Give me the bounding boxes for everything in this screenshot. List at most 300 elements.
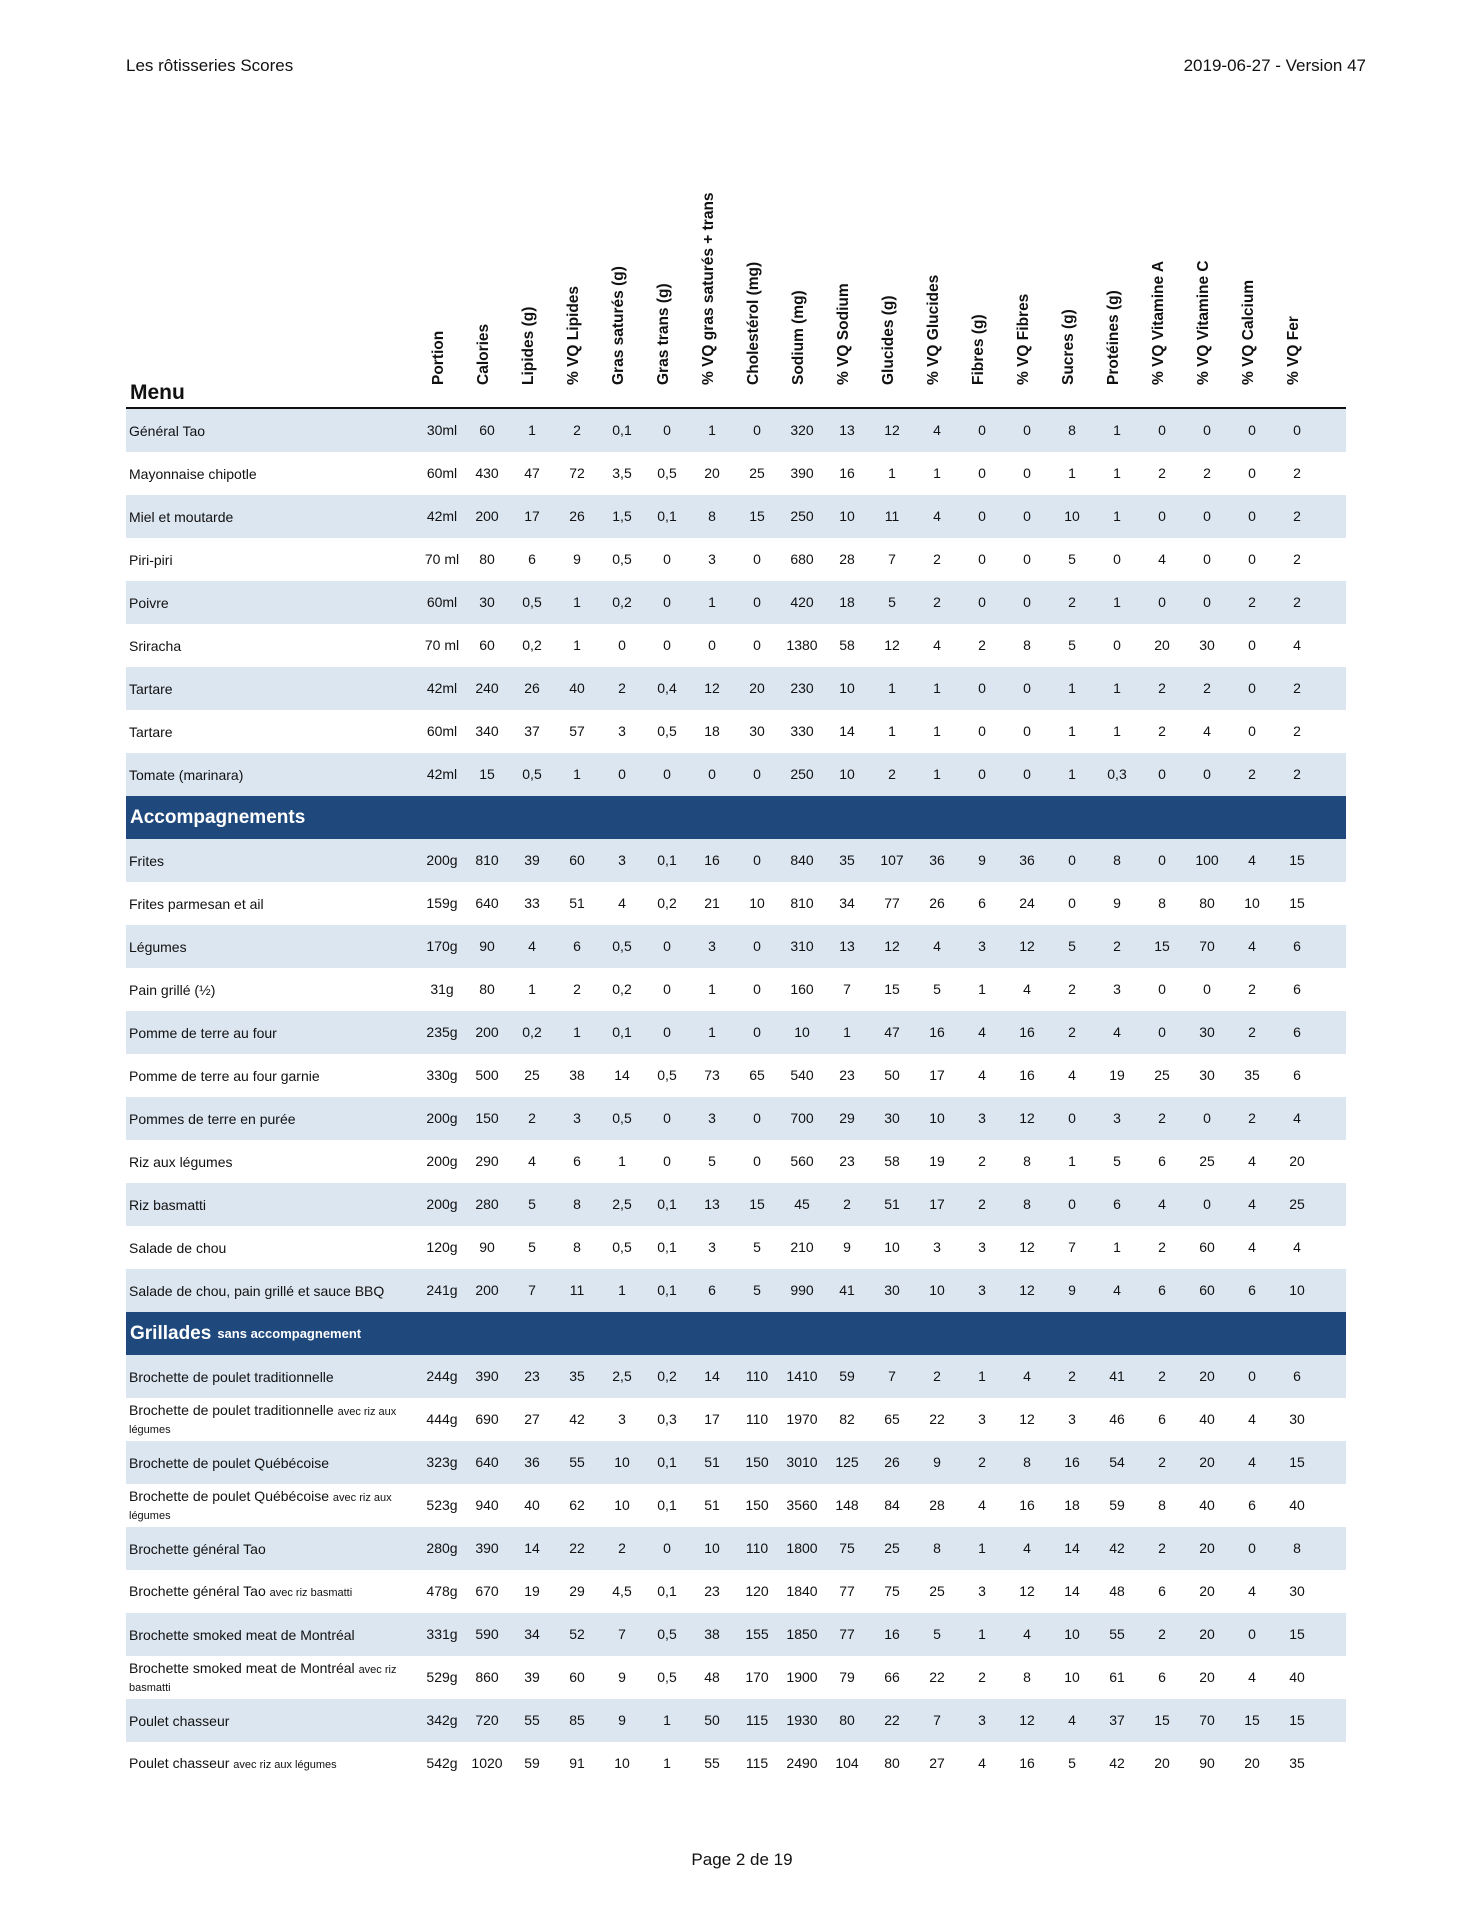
value-cell: 1 xyxy=(1068,1153,1076,1169)
value-cell: 2 xyxy=(1248,981,1256,997)
table-row xyxy=(126,1441,1346,1484)
item-name-cell xyxy=(129,1355,419,1398)
value-cell: 3 xyxy=(1113,981,1121,997)
value-cell: 3 xyxy=(618,852,626,868)
value-cell: 2 xyxy=(933,594,941,610)
value-cell: 540 xyxy=(790,1067,814,1083)
page-number: Page 2 de 19 xyxy=(691,1850,793,1869)
item-name: Général Tao xyxy=(129,422,206,439)
item-name: Poivre xyxy=(129,594,169,611)
column-header-label: Lipides (g) xyxy=(520,306,537,385)
value-cell: 3 xyxy=(708,938,716,954)
value-cell: 70 xyxy=(1199,1712,1215,1728)
value-cell: 84 xyxy=(884,1497,900,1513)
value-cell: 2 xyxy=(888,766,896,782)
value-cell: 4 xyxy=(1293,1110,1301,1126)
value-cell: 560 xyxy=(790,1153,814,1169)
value-cell: 390 xyxy=(475,1540,499,1556)
value-cell: 51 xyxy=(884,1196,900,1212)
value-cell: 240 xyxy=(475,680,499,696)
value-cell: 115 xyxy=(745,1712,769,1728)
value-cell: 12 xyxy=(884,938,900,954)
value-cell: 330 xyxy=(790,723,814,739)
value-cell: 30 xyxy=(1199,637,1215,653)
value-cell: 0 xyxy=(1023,766,1031,782)
value-cell: 15 xyxy=(1154,938,1170,954)
value-cell: 160 xyxy=(790,981,814,997)
value-cell: 2 xyxy=(978,1454,986,1470)
value-cell: 110 xyxy=(745,1368,769,1384)
value-cell: 4 xyxy=(933,422,941,438)
table-row xyxy=(126,753,1346,796)
value-cell: 1,5 xyxy=(612,508,632,524)
value-cell: 0 xyxy=(753,1153,761,1169)
value-cell: 70 ml xyxy=(424,637,460,653)
value-cell: 310 xyxy=(790,938,814,954)
value-cell: 0 xyxy=(1203,508,1211,524)
value-cell: 0 xyxy=(1023,723,1031,739)
value-cell: 3 xyxy=(708,551,716,567)
value-cell: 3 xyxy=(978,938,986,954)
item-name-cell xyxy=(129,839,419,882)
value-cell: 0 xyxy=(753,766,761,782)
value-cell: 320 xyxy=(790,422,814,438)
value-cell: 4 xyxy=(1203,723,1211,739)
value-cell: 1410 xyxy=(786,1368,818,1384)
value-cell: 0,5 xyxy=(657,465,677,481)
value-cell: 290 xyxy=(475,1153,499,1169)
value-cell: 2 xyxy=(618,1540,626,1556)
value-cell: 16 xyxy=(704,852,720,868)
value-cell: 4 xyxy=(1158,551,1166,567)
value-cell: 0 xyxy=(1158,1024,1166,1040)
value-cell: 4 xyxy=(1248,1153,1256,1169)
value-cell: 0 xyxy=(1023,465,1031,481)
value-cell: 37 xyxy=(524,723,540,739)
value-cell: 20 xyxy=(1199,1454,1215,1470)
value-cell: 0 xyxy=(1158,766,1166,782)
value-cell: 15 xyxy=(1289,1712,1305,1728)
value-cell: 115 xyxy=(745,1755,769,1771)
item-name: Pomme de terre au four garnie xyxy=(129,1067,320,1084)
item-name: Salade de chou, pain grillé et sauce BBQ xyxy=(129,1282,385,1299)
value-cell: 25 xyxy=(749,465,765,481)
value-cell: 47 xyxy=(524,465,540,481)
value-cell: 26 xyxy=(884,1454,900,1470)
value-cell: 35 xyxy=(1244,1067,1260,1083)
value-cell: 1 xyxy=(1068,766,1076,782)
value-cell: 6 xyxy=(1158,1583,1166,1599)
value-cell: 0 xyxy=(753,1024,761,1040)
table-row xyxy=(126,1699,1346,1742)
value-cell: 80 xyxy=(479,981,495,997)
value-cell: 0 xyxy=(1023,594,1031,610)
value-cell: 0 xyxy=(1158,422,1166,438)
value-cell: 200 xyxy=(475,1282,499,1298)
value-cell: 4 xyxy=(1068,1067,1076,1083)
value-cell: 2 xyxy=(978,1153,986,1169)
value-cell: 42ml xyxy=(426,766,458,782)
item-name: Tomate (marinara) xyxy=(129,766,244,783)
value-cell: 14 xyxy=(524,1540,540,1556)
value-cell: 810 xyxy=(790,895,814,911)
column-header-label: Sucres (g) xyxy=(1060,309,1077,385)
column-header-label: % VQ Vitamine C xyxy=(1195,260,1212,385)
value-cell: 0 xyxy=(1203,551,1211,567)
value-cell: 640 xyxy=(475,1454,499,1470)
value-cell: 500 xyxy=(475,1067,499,1083)
value-cell: 690 xyxy=(475,1411,499,1427)
table-row xyxy=(126,1183,1346,1226)
value-cell: 4 xyxy=(1068,1712,1076,1728)
column-header-label: % VQ Calcium xyxy=(1240,279,1257,385)
value-cell: 59 xyxy=(524,1755,540,1771)
value-cell: 4 xyxy=(1023,1368,1031,1384)
value-cell: 0 xyxy=(1068,895,1076,911)
value-cell: 0 xyxy=(1158,594,1166,610)
value-cell: 2 xyxy=(528,1110,536,1126)
value-cell: 2 xyxy=(1203,680,1211,696)
value-cell: 19 xyxy=(1109,1067,1125,1083)
value-cell: 1 xyxy=(888,465,896,481)
value-cell: 2 xyxy=(1113,938,1121,954)
value-cell: 34 xyxy=(524,1626,540,1642)
value-cell: 0 xyxy=(1248,1368,1256,1384)
value-cell: 16 xyxy=(929,1024,945,1040)
value-cell: 0 xyxy=(1068,1196,1076,1212)
value-cell: 1 xyxy=(888,723,896,739)
table-row xyxy=(126,581,1346,624)
value-cell: 70 xyxy=(1199,938,1215,954)
value-cell: 0,5 xyxy=(612,1239,632,1255)
value-cell: 40 xyxy=(569,680,585,696)
value-cell: 73 xyxy=(704,1067,720,1083)
value-cell: 680 xyxy=(790,551,814,567)
value-cell: 6 xyxy=(573,1153,581,1169)
value-cell: 4 xyxy=(1248,1669,1256,1685)
value-cell: 25 xyxy=(1289,1196,1305,1212)
value-cell: 720 xyxy=(475,1712,499,1728)
value-cell: 1 xyxy=(663,1712,671,1728)
value-cell: 840 xyxy=(790,852,814,868)
value-cell: 4 xyxy=(1248,938,1256,954)
value-cell: 1970 xyxy=(786,1411,818,1427)
value-cell: 27 xyxy=(929,1755,945,1771)
value-cell: 77 xyxy=(839,1626,855,1642)
value-cell: 0,5 xyxy=(612,551,632,567)
value-cell: 90 xyxy=(479,938,495,954)
value-cell: 30 xyxy=(1199,1067,1215,1083)
value-cell: 0 xyxy=(753,1110,761,1126)
table-row xyxy=(126,968,1346,1011)
value-cell: 0 xyxy=(753,637,761,653)
value-cell: 200g xyxy=(426,852,458,868)
value-cell: 640 xyxy=(475,895,499,911)
table-row xyxy=(126,1527,1346,1570)
value-cell: 48 xyxy=(1109,1583,1125,1599)
value-cell: 0 xyxy=(753,852,761,868)
value-cell: 100 xyxy=(1195,852,1219,868)
value-cell: 70 ml xyxy=(424,551,460,567)
value-cell: 810 xyxy=(475,852,499,868)
value-cell: 1 xyxy=(663,1755,671,1771)
value-cell: 2 xyxy=(1293,723,1301,739)
value-cell: 529g xyxy=(426,1669,458,1685)
value-cell: 80 xyxy=(479,551,495,567)
value-cell: 45 xyxy=(794,1196,810,1212)
value-cell: 1 xyxy=(573,1024,581,1040)
item-name: Frites xyxy=(129,852,164,869)
value-cell: 3 xyxy=(573,1110,581,1126)
value-cell: 241g xyxy=(426,1282,458,1298)
value-cell: 4 xyxy=(1113,1282,1121,1298)
column-header-label: Fibres (g) xyxy=(970,314,987,385)
item-name: Riz basmatti xyxy=(129,1196,207,1213)
table-row xyxy=(126,1484,1346,1527)
column-header-label: Cholestérol (mg) xyxy=(745,261,762,385)
value-cell: 0,5 xyxy=(612,1110,632,1126)
item-name: Légumes xyxy=(129,938,187,955)
section-subtitle: sans accompagnement xyxy=(217,1326,362,1341)
value-cell: 9 xyxy=(618,1712,626,1728)
value-cell: 0 xyxy=(663,422,671,438)
value-cell: 244g xyxy=(426,1368,458,1384)
value-cell: 16 xyxy=(1019,1755,1035,1771)
value-cell: 6 xyxy=(1158,1669,1166,1685)
value-cell: 1 xyxy=(1113,680,1121,696)
value-cell: 0,5 xyxy=(657,1626,677,1642)
value-cell: 12 xyxy=(1019,1239,1035,1255)
value-cell: 0,1 xyxy=(612,422,632,438)
value-cell: 3010 xyxy=(786,1454,818,1470)
value-cell: 4 xyxy=(978,1067,986,1083)
value-cell: 0,2 xyxy=(612,981,632,997)
value-cell: 19 xyxy=(524,1583,540,1599)
value-cell: 55 xyxy=(524,1712,540,1728)
value-cell: 35 xyxy=(1289,1755,1305,1771)
value-cell: 57 xyxy=(569,723,585,739)
value-cell: 1380 xyxy=(786,637,818,653)
value-cell: 10 xyxy=(794,1024,810,1040)
value-cell: 25 xyxy=(884,1540,900,1556)
value-cell: 2 xyxy=(1293,508,1301,524)
value-cell: 0,5 xyxy=(657,1067,677,1083)
value-cell: 1 xyxy=(618,1282,626,1298)
value-cell: 155 xyxy=(745,1626,769,1642)
column-header-label: Portion xyxy=(430,330,447,385)
item-name: Salade de chou xyxy=(129,1239,227,1256)
value-cell: 940 xyxy=(475,1497,499,1513)
value-cell: 0,3 xyxy=(657,1411,677,1427)
value-cell: 200g xyxy=(426,1110,458,1126)
value-cell: 4 xyxy=(978,1497,986,1513)
value-cell: 26 xyxy=(524,680,540,696)
value-cell: 2 xyxy=(618,680,626,696)
value-cell: 16 xyxy=(1019,1024,1035,1040)
value-cell: 9 xyxy=(978,852,986,868)
value-cell: 30 xyxy=(884,1110,900,1126)
value-cell: 8 xyxy=(1158,895,1166,911)
item-name: Miel et moutarde xyxy=(129,508,234,525)
value-cell: 0 xyxy=(1068,1110,1076,1126)
value-cell: 16 xyxy=(1064,1454,1080,1470)
value-cell: 0 xyxy=(1203,1196,1211,1212)
value-cell: 4 xyxy=(1023,981,1031,997)
value-cell: 2 xyxy=(1068,981,1076,997)
column-header-label: % VQ Lipides xyxy=(565,285,582,385)
value-cell: 46 xyxy=(1109,1411,1125,1427)
value-cell: 5 xyxy=(933,1626,941,1642)
item-name-cell xyxy=(129,1742,419,1785)
value-cell: 36 xyxy=(1019,852,1035,868)
section-title: Accompagnements xyxy=(130,806,306,828)
value-cell: 2 xyxy=(933,551,941,567)
value-cell: 390 xyxy=(475,1368,499,1384)
value-cell: 33 xyxy=(524,895,540,911)
value-cell: 2 xyxy=(1158,1239,1166,1255)
value-cell: 10 xyxy=(704,1540,720,1556)
value-cell: 110 xyxy=(745,1411,769,1427)
value-cell: 0,1 xyxy=(657,1454,677,1470)
value-cell: 4 xyxy=(933,637,941,653)
value-cell: 170 xyxy=(745,1669,769,1685)
value-cell: 15 xyxy=(1289,895,1305,911)
value-cell: 10 xyxy=(1244,895,1260,911)
column-header-label: % VQ Glucides xyxy=(925,274,942,385)
value-cell: 1800 xyxy=(786,1540,818,1556)
value-cell: 15 xyxy=(1289,1626,1305,1642)
table-row xyxy=(126,1570,1346,1613)
value-cell: 230 xyxy=(790,680,814,696)
value-cell: 200 xyxy=(475,1024,499,1040)
value-cell: 4 xyxy=(1023,1540,1031,1556)
value-cell: 2 xyxy=(978,637,986,653)
table-row xyxy=(126,710,1346,753)
value-cell: 20 xyxy=(1199,1669,1215,1685)
value-cell: 10 xyxy=(884,1239,900,1255)
value-cell: 17 xyxy=(929,1067,945,1083)
value-cell: 0 xyxy=(663,766,671,782)
value-cell: 42 xyxy=(1109,1540,1125,1556)
value-cell: 2 xyxy=(1158,1540,1166,1556)
value-cell: 10 xyxy=(929,1110,945,1126)
value-cell: 40 xyxy=(1289,1497,1305,1513)
column-header-label: % VQ Vitamine A xyxy=(1150,260,1167,385)
value-cell: 0,4 xyxy=(657,680,677,696)
item-name-cell xyxy=(129,1226,419,1269)
item-name: Brochette de poulet traditionnelle xyxy=(129,1401,334,1418)
item-name-cell xyxy=(129,1183,419,1226)
value-cell: 35 xyxy=(569,1368,585,1384)
value-cell: 12 xyxy=(884,637,900,653)
value-cell: 4 xyxy=(1248,1454,1256,1470)
value-cell: 12 xyxy=(1019,1282,1035,1298)
value-cell: 1 xyxy=(1068,680,1076,696)
value-cell: 170g xyxy=(426,938,458,954)
value-cell: 0 xyxy=(978,465,986,481)
value-cell: 1 xyxy=(933,680,941,696)
value-cell: 55 xyxy=(569,1454,585,1470)
column-header-label: % VQ Fibres xyxy=(1015,293,1032,385)
value-cell: 478g xyxy=(426,1583,458,1599)
value-cell: 82 xyxy=(839,1411,855,1427)
item-name: Piri-piri xyxy=(129,551,173,568)
value-cell: 16 xyxy=(839,465,855,481)
table-row xyxy=(126,1226,1346,1269)
value-cell: 26 xyxy=(569,508,585,524)
item-name: Brochette général Tao xyxy=(129,1540,266,1557)
value-cell: 6 xyxy=(708,1282,716,1298)
item-name-cell xyxy=(129,581,419,624)
item-name: Poulet chasseur xyxy=(129,1754,230,1771)
value-cell: 55 xyxy=(704,1755,720,1771)
value-cell: 0,5 xyxy=(522,594,542,610)
table-row xyxy=(126,409,1346,452)
value-cell: 58 xyxy=(884,1153,900,1169)
table-row xyxy=(126,1656,1346,1699)
item-name-cell xyxy=(129,495,419,538)
value-cell: 0,2 xyxy=(612,594,632,610)
value-cell: 2 xyxy=(1293,766,1301,782)
value-cell: 4 xyxy=(1248,852,1256,868)
value-cell: 1 xyxy=(978,1540,986,1556)
column-header-label: % VQ gras saturés + trans xyxy=(700,192,717,385)
value-cell: 0,5 xyxy=(657,723,677,739)
value-cell: 65 xyxy=(884,1411,900,1427)
value-cell: 12 xyxy=(884,422,900,438)
item-name: Poulet chasseur xyxy=(129,1712,230,1729)
item-name-cell xyxy=(129,1011,419,1054)
value-cell: 210 xyxy=(790,1239,814,1255)
value-cell: 5 xyxy=(1068,1755,1076,1771)
value-cell: 30ml xyxy=(426,422,458,438)
value-cell: 14 xyxy=(1064,1583,1080,1599)
value-cell: 0,1 xyxy=(657,1239,677,1255)
value-cell: 0 xyxy=(978,723,986,739)
value-cell: 16 xyxy=(884,1626,900,1642)
item-name: Brochette smoked meat de Montréal xyxy=(129,1659,355,1676)
value-cell: 1 xyxy=(528,422,536,438)
value-cell: 107 xyxy=(880,852,904,868)
value-cell: 0 xyxy=(978,508,986,524)
value-cell: 25 xyxy=(1154,1067,1170,1083)
item-name-cell xyxy=(129,925,419,968)
value-cell: 0 xyxy=(1248,680,1256,696)
value-cell: 590 xyxy=(475,1626,499,1642)
item-name-cell xyxy=(129,753,419,796)
item-note: avec riz basmatti xyxy=(129,1663,397,1694)
item-name: Tartare xyxy=(129,723,173,740)
value-cell: 0,3 xyxy=(1107,766,1127,782)
value-cell: 12 xyxy=(1019,1583,1035,1599)
value-cell: 0 xyxy=(978,680,986,696)
column-header-label: Calories xyxy=(475,323,492,385)
value-cell: 1 xyxy=(978,1626,986,1642)
value-cell: 8 xyxy=(1023,1153,1031,1169)
value-cell: 9 xyxy=(933,1454,941,1470)
value-cell: 2 xyxy=(1158,1626,1166,1642)
value-cell: 8 xyxy=(1158,1497,1166,1513)
value-cell: 5 xyxy=(528,1239,536,1255)
value-cell: 2 xyxy=(1248,594,1256,610)
value-cell: 75 xyxy=(839,1540,855,1556)
value-cell: 22 xyxy=(929,1669,945,1685)
value-cell: 430 xyxy=(475,465,499,481)
value-cell: 5 xyxy=(1068,637,1076,653)
value-cell: 3 xyxy=(978,1411,986,1427)
value-cell: 0,2 xyxy=(522,637,542,653)
value-cell: 58 xyxy=(839,637,855,653)
